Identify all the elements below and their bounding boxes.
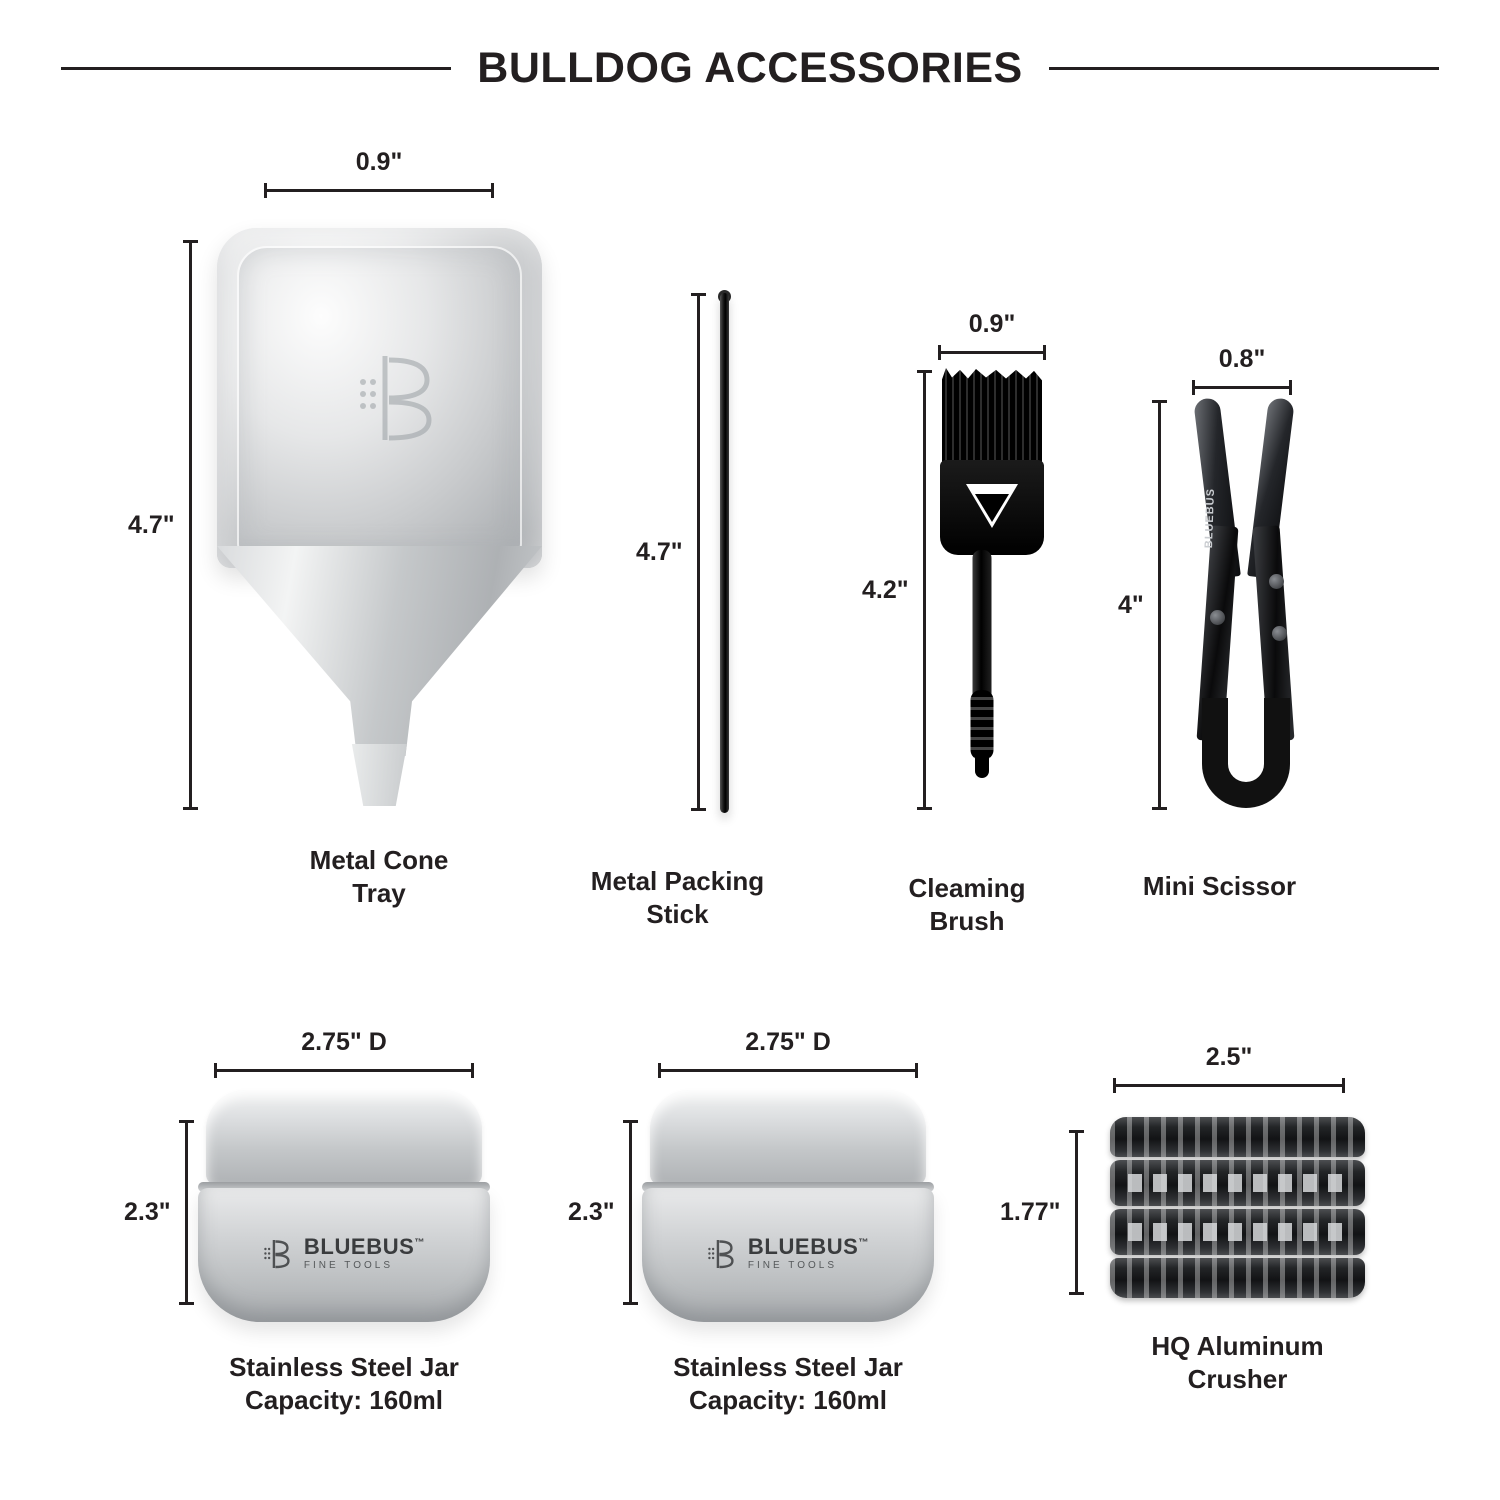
crusher-width-bar — [1113, 1078, 1345, 1092]
crusher-knurling — [1110, 1258, 1365, 1298]
dimension-cap-right — [1342, 1078, 1345, 1093]
tray-tip — [217, 744, 542, 806]
mini-scissor-width-dimension — [1192, 345, 1292, 394]
crusher-grinding-chamber — [1110, 1160, 1365, 1206]
mini-scissor-height-dimension — [1118, 400, 1166, 810]
cleaning-brush-height-dimension — [862, 370, 931, 810]
dimension-cap-bottom — [623, 1302, 638, 1305]
cleaning-brush-width-bar — [938, 345, 1046, 359]
cleaning-brush-width-label: 0.9" — [968, 310, 1016, 338]
brush-grip — [971, 690, 994, 760]
dimension-cap-right — [491, 183, 494, 198]
cone-tray-width-bar — [264, 183, 494, 197]
brand-name — [748, 1236, 869, 1258]
brand-tagline: FINE TOOLS — [747, 1260, 838, 1271]
hq-aluminum-crusher-image — [1110, 1115, 1365, 1300]
brand-name — [304, 1236, 425, 1258]
crusher-height-label: 1.77" — [1000, 1198, 1061, 1226]
product-hq-aluminum-crusher — [1110, 1115, 1365, 1397]
bluebus-b-logo-icon — [355, 346, 455, 450]
dimension-cap-bottom — [1152, 807, 1167, 810]
caption-line-2: Brush — [929, 906, 1005, 937]
mini-scissor-height-bar — [1152, 400, 1166, 810]
scissor-rivet — [1272, 626, 1287, 641]
metal-cone-tray-image — [209, 228, 549, 808]
dimension-cap-bottom — [183, 807, 198, 810]
caption-line-1: Stainless Steel Jar — [229, 1352, 459, 1382]
mini-scissor-caption — [1090, 870, 1350, 903]
jar-1-height-dimension — [124, 1120, 193, 1305]
crusher-base — [1110, 1258, 1365, 1298]
dimension-cap-right — [1289, 380, 1292, 395]
caption-line-2: Capacity: 160ml — [689, 1385, 887, 1416]
caption-line-2: Tray — [352, 878, 406, 909]
caption-line-1: Cleaming — [908, 873, 1026, 903]
crusher-collection-chamber — [1110, 1209, 1365, 1255]
product-mini-scissor — [1142, 398, 1322, 903]
brand-trademark: ™ — [858, 1237, 870, 1249]
jar-1-height-bar — [179, 1120, 193, 1305]
cone-tray-height-label: 4.7" — [128, 510, 175, 539]
brand-tagline: FINE TOOLS — [303, 1260, 394, 1271]
dimension-cap-left — [658, 1063, 661, 1078]
page-header — [0, 38, 1500, 98]
dimension-cap-top — [623, 1120, 638, 1123]
dimension-cap-left — [214, 1063, 217, 1078]
hq-aluminum-crusher-caption — [1151, 1330, 1323, 1397]
dimension-cap-top — [1069, 1130, 1084, 1133]
header-rule-right — [1049, 67, 1439, 70]
caption-line-2: Capacity: 160ml — [245, 1385, 443, 1416]
brand-name-text: BLUEBUS — [747, 1234, 859, 1259]
jar-1-width-dimension — [214, 1028, 474, 1077]
stainless-steel-jar-image — [194, 1090, 494, 1325]
stainless-steel-jar-1-caption — [229, 1351, 459, 1418]
caption-line-1: Mini Scissor — [1142, 871, 1297, 901]
product-cleaning-brush — [908, 368, 1062, 939]
cone-tray-height-dimension — [128, 240, 197, 810]
dimension-cap-bottom — [1069, 1292, 1084, 1295]
metal-packing-stick-image — [690, 293, 760, 813]
cone-tray-width-label: 0.9" — [355, 148, 403, 176]
scissor-brand-text: BLUEBUS — [1203, 487, 1218, 549]
dimension-cap-top — [179, 1120, 194, 1123]
caption-line-2: Stick — [646, 899, 709, 930]
jar-brand-text — [304, 1236, 425, 1271]
dimension-cap-bottom — [179, 1302, 194, 1305]
brush-bristles — [942, 368, 1042, 463]
jar-2-width-bar — [658, 1063, 918, 1077]
cleaning-brush-caption — [847, 872, 1087, 939]
cone-tray-height-bar — [183, 240, 197, 810]
scissor-rivet — [1269, 574, 1284, 589]
jar-2-height-dimension — [568, 1120, 637, 1305]
jar-1-width-bar — [214, 1063, 474, 1077]
brand-name-text: BLUEBUS — [303, 1234, 415, 1259]
scissor-rivet — [1210, 610, 1225, 625]
jar-2-width-dimension — [658, 1028, 918, 1077]
jar-brand-lockup — [707, 1236, 869, 1271]
crusher-knurling — [1110, 1117, 1365, 1157]
jar-brand-lockup — [263, 1236, 425, 1271]
stainless-steel-jar-2-caption — [673, 1351, 903, 1418]
dimension-cap-right — [471, 1063, 474, 1078]
dimension-cap-left — [264, 183, 267, 198]
jar-2-height-bar — [623, 1120, 637, 1305]
mini-scissor-image — [1172, 398, 1322, 818]
dimension-cap-right — [915, 1063, 918, 1078]
stainless-steel-jar-image — [638, 1090, 938, 1325]
dimension-cap-left — [1113, 1078, 1116, 1093]
cleaning-brush-width-dimension — [938, 310, 1046, 359]
stick-shaft — [720, 293, 729, 813]
cleaning-brush-height-label: 4.2" — [862, 575, 909, 604]
product-stainless-steel-jar-1 — [194, 1090, 494, 1418]
mini-scissor-width-label: 0.8" — [1218, 345, 1266, 373]
packing-stick-height-label: 4.7" — [636, 537, 683, 566]
mini-scissor-height-label: 4" — [1118, 590, 1144, 619]
caption-line-2: Crusher — [1187, 1364, 1288, 1395]
caption-line-1: Metal Packing — [590, 866, 765, 896]
caption-line-1: Metal Cone — [309, 845, 449, 875]
bluebus-b-logo-icon — [707, 1237, 739, 1271]
brush-tip — [975, 756, 989, 778]
jar-1-width-label: 2.75" D — [301, 1028, 387, 1056]
crusher-width-label: 2.5" — [1205, 1043, 1253, 1071]
metal-packing-stick-caption — [548, 865, 808, 932]
dimension-cap-left — [1192, 380, 1195, 395]
scissor-spring-loop — [1202, 698, 1290, 808]
mini-scissor-width-bar — [1192, 380, 1292, 394]
crusher-slots — [1128, 1223, 1347, 1241]
crusher-slots — [1128, 1174, 1347, 1192]
dimension-cap-top — [183, 240, 198, 243]
page-title: BULLDOG ACCESSORIES — [477, 43, 1023, 92]
brush-head — [940, 460, 1044, 555]
jar-1-height-label: 2.3" — [124, 1198, 171, 1226]
dimension-cap-right — [1043, 345, 1046, 360]
jar-2-width-label: 2.75" D — [745, 1028, 831, 1056]
bluebus-b-logo-icon — [263, 1237, 295, 1271]
caption-line-1: Stainless Steel Jar — [673, 1352, 903, 1382]
crusher-width-dimension — [1113, 1043, 1345, 1092]
product-stainless-steel-jar-2 — [638, 1090, 938, 1418]
cleaning-brush-image — [922, 368, 1062, 818]
jar-lid — [650, 1090, 926, 1186]
metal-cone-tray-caption — [310, 844, 449, 911]
brand-trademark: ™ — [414, 1237, 426, 1249]
crusher-height-bar — [1069, 1130, 1083, 1295]
dimension-cap-top — [1152, 400, 1167, 403]
cone-tray-width-dimension — [264, 148, 494, 197]
jar-brand-text — [748, 1236, 869, 1271]
jar-2-height-label: 2.3" — [568, 1198, 615, 1226]
crusher-lid — [1110, 1117, 1365, 1157]
header-rule-left — [61, 67, 451, 70]
dimension-cap-left — [938, 345, 941, 360]
crusher-height-dimension — [1000, 1130, 1083, 1295]
tray-funnel — [217, 546, 542, 756]
jar-lid — [206, 1090, 482, 1186]
product-metal-cone-tray — [209, 228, 549, 911]
caption-line-1: HQ Aluminum — [1151, 1331, 1324, 1361]
